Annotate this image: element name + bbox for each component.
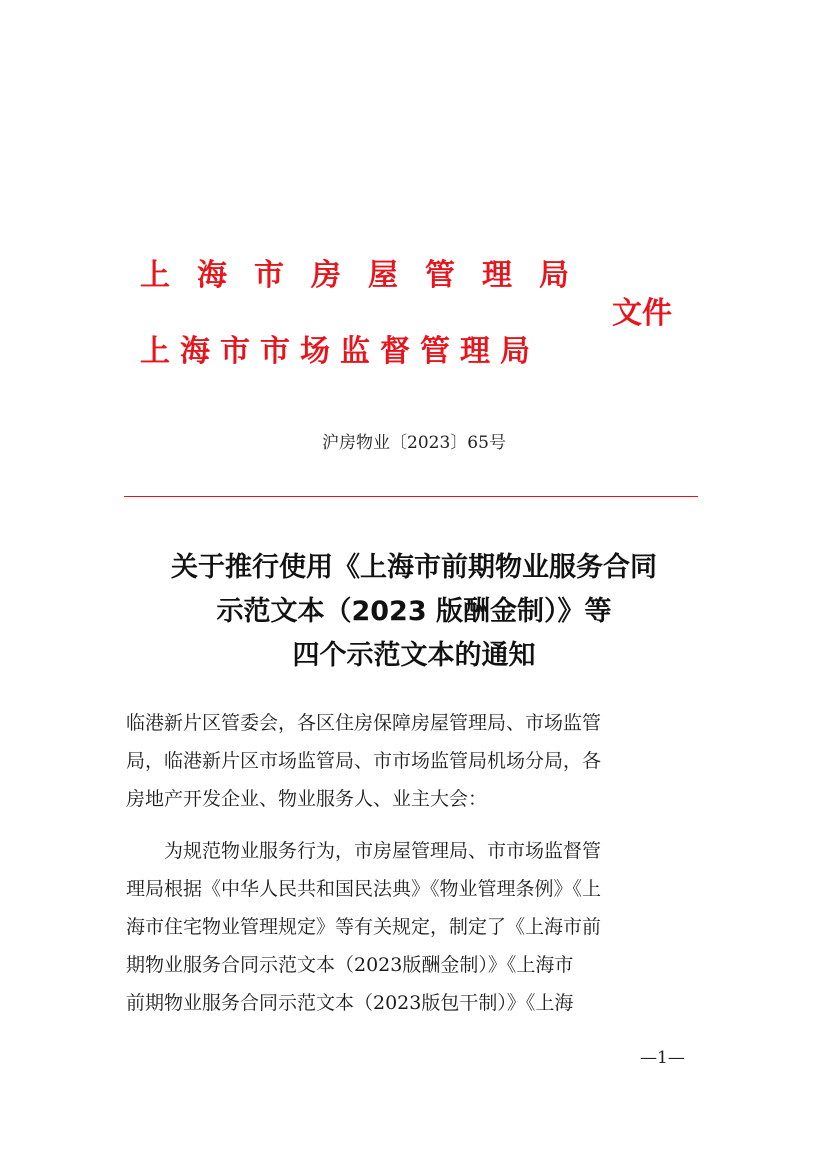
issuer-market-supervision-bureau: 上海市市场监督管理局 — [140, 334, 540, 369]
issuer-housing-bureau: 上海市房屋管理局 — [140, 258, 596, 293]
text-line: 为规范物业服务行为，市房屋管理局、市市场监督管 — [126, 840, 602, 862]
title-line: 示范文本（2023 版酬金制）》等 — [216, 596, 612, 627]
text-line: 临港新片区管委会，各区住房保障房屋管理局、市场监管 — [126, 712, 602, 734]
document-title — [100, 546, 728, 678]
text-line: 前期物业服务合同示范文本（2023版包干制）》《上海 — [126, 992, 574, 1014]
text-line: 期物业服务合同示范文本（2023版酬金制）》《上海市 — [126, 954, 574, 976]
title-line: 四个示范文本的通知 — [292, 640, 536, 671]
text-line: 海市住宅物业管理规定》等有关规定，制定了《上海市前 — [126, 916, 602, 938]
document-number: 沪房物业〔2023〕65号 — [322, 433, 506, 453]
red-divider — [124, 496, 698, 497]
addressees-paragraph — [126, 704, 698, 818]
page-number: —1— — [640, 1048, 685, 1068]
text-line: 局，临港新片区市场监管局、市市场监管局机场分局，各 — [126, 750, 602, 772]
text-line: 房地产开发企业、物业服务人、业主大会： — [126, 788, 488, 810]
text-line: 理局根据《中华人民共和国民法典》《物业管理条例》《上 — [126, 878, 602, 900]
body-paragraph — [126, 832, 698, 1022]
document-type-label: 文件 — [612, 296, 672, 331]
title-line: 关于推行使用《上海市前期物业服务合同 — [171, 552, 657, 583]
